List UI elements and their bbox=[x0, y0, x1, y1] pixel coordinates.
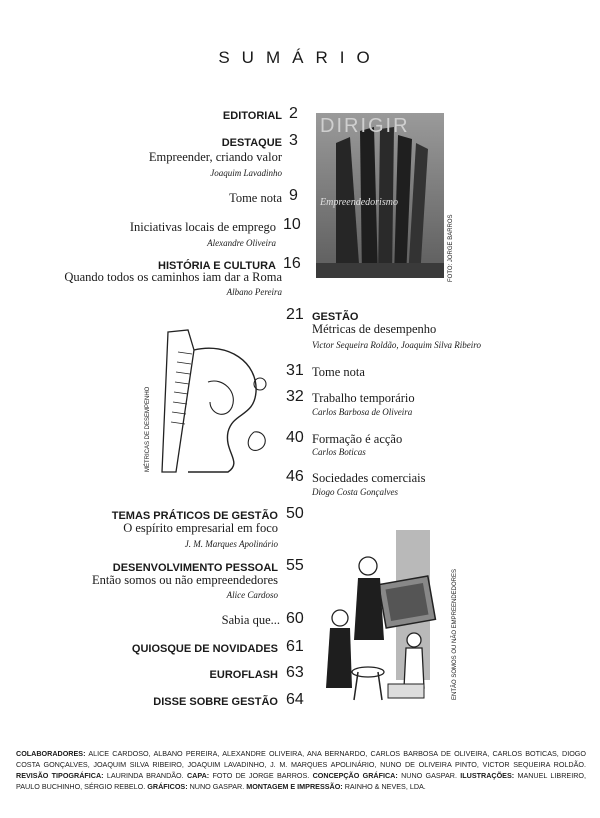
toc-page-10: 10 bbox=[283, 216, 301, 233]
empreendedores-illustration bbox=[318, 520, 448, 708]
toc-article: Sociedades comerciais bbox=[312, 471, 426, 485]
credits-label: CONCEPÇÃO GRÁFICA: bbox=[312, 771, 398, 780]
toc-article: O espírito empresarial em foco bbox=[123, 521, 278, 535]
toc-page-21: 21 bbox=[286, 306, 304, 323]
credits-text: FOTO DE JORGE BARROS. bbox=[212, 771, 310, 780]
toc-page-32: 32 bbox=[286, 388, 304, 405]
toc-author: Joaquim Lavadinho bbox=[210, 168, 282, 178]
credits-label: COLABORADORES: bbox=[16, 749, 86, 758]
empreendedores-caption: ENTÃO SOMOS OU NÃO EMPREENDEDORES bbox=[452, 568, 458, 700]
credits-label: ILUSTRAÇÕES: bbox=[460, 771, 515, 780]
toc-article: Sabia que... bbox=[221, 613, 280, 627]
credits-label: MONTAGEM E IMPRESSÃO: bbox=[246, 782, 343, 791]
toc-article: Métricas de desempenho bbox=[312, 322, 437, 336]
toc-section-desenvolvimento: DESENVOLVIMENTO PESSOAL bbox=[112, 562, 278, 574]
toc-article: Iniciativas locais de emprego bbox=[129, 220, 276, 234]
toc-page-2: 2 bbox=[289, 105, 298, 122]
toc-page-40: 40 bbox=[286, 429, 304, 446]
credits-label: REVISÃO TIPOGRÁFICA: bbox=[16, 771, 104, 780]
toc-page-9: 9 bbox=[289, 187, 298, 204]
toc-section-historia: HISTÓRIA E CULTURA bbox=[158, 260, 276, 272]
harp-drawing-icon bbox=[148, 322, 278, 482]
toc-author: Victor Sequeira Roldão, Joaquim Silva Ribeiro bbox=[312, 340, 481, 350]
toc-article: Tome nota bbox=[229, 191, 282, 205]
toc-article: Então somos ou não empreendedores bbox=[91, 573, 278, 587]
toc-article: Quando todos os caminhos iam dar a Roma bbox=[64, 270, 282, 284]
toc-page-61: 61 bbox=[286, 638, 304, 655]
cover-subtitle: Empreendedorismo bbox=[320, 197, 398, 208]
toc-page-3: 3 bbox=[289, 132, 298, 149]
toc-page-63: 63 bbox=[286, 664, 304, 681]
toc-page-60: 60 bbox=[286, 610, 304, 627]
toc-author: Alexandre Oliveira bbox=[207, 238, 276, 248]
credits-text: NUNO GASPAR. bbox=[401, 771, 457, 780]
toc-section-quiosque: QUIOSQUE DE NOVIDADES bbox=[131, 643, 278, 655]
toc-section-euroflash: EUROFLASH bbox=[209, 669, 278, 681]
metricas-illustration bbox=[148, 322, 278, 482]
toc-article: Trabalho temporário bbox=[312, 391, 415, 405]
credits-text: LAURINDA BRANDÃO. bbox=[106, 771, 184, 780]
toc-page-46: 46 bbox=[286, 468, 304, 485]
people-drawing-icon bbox=[318, 520, 448, 708]
credits-block bbox=[16, 748, 586, 792]
magazine-cover-image bbox=[316, 113, 444, 278]
toc-article: Formação é acção bbox=[312, 432, 403, 446]
toc-section-temas: TEMAS PRÁTICOS DE GESTÃO bbox=[111, 510, 278, 522]
toc-section-editorial: EDITORIAL bbox=[222, 110, 282, 122]
toc-section-destaque: DESTAQUE bbox=[221, 137, 282, 149]
toc-author: Alice Cardoso bbox=[226, 590, 278, 600]
credits-text: MANUEL LIBREIRO, PAULO BUCHINHO, SÉRGIO REBELO. bbox=[16, 771, 586, 791]
toc-section-gestao: GESTÃO bbox=[312, 311, 359, 323]
toc-author: Diogo Costa Gonçalves bbox=[312, 487, 398, 497]
cover-masthead: DIRIGIR bbox=[320, 115, 410, 137]
toc-author: Carlos Barbosa de Oliveira bbox=[312, 407, 413, 417]
toc-section-disse: DISSE SOBRE GESTÃO bbox=[153, 696, 278, 708]
credits-text: ALICE CARDOSO, ALBANO PEREIRA, ALEXANDRE OLIVEIRA, ANA BERNARDO, CARLOS BARBOSA DE OLIVEIRA, CARLOS BOTICAS, DIOGO COSTA GONÇALVES, JOAQUIM SILVA RIBEIRO, JOAQUIM LAVADINHO, J. M. MARQUES APOLINÁRIO, NUNO DE OLIVEIRA PINTO, VICTOR SEQUEIRA ROLDÃO. bbox=[16, 749, 586, 769]
toc-page-55: 55 bbox=[286, 557, 304, 574]
credits-label: GRÁFICOS: bbox=[147, 782, 188, 791]
toc-author: Carlos Boticas bbox=[312, 447, 366, 457]
toc-author: J. M. Marques Apolinário bbox=[184, 539, 278, 549]
page-title: SUMÁRIO bbox=[218, 48, 382, 67]
toc-page-31: 31 bbox=[286, 362, 304, 379]
credits-text: RAINHO & NEVES, LDA. bbox=[344, 782, 426, 791]
metricas-caption: MÉTRICAS DE DESEMPENHO bbox=[145, 386, 151, 472]
toc-author: Albano Pereira bbox=[226, 287, 282, 297]
toc-article: Tome nota bbox=[312, 365, 365, 379]
toc-page-64: 64 bbox=[286, 691, 304, 708]
credits-text: NUNO GASPAR. bbox=[189, 782, 245, 791]
toc-article: Empreender, criando valor bbox=[148, 150, 282, 164]
toc-page-50: 50 bbox=[286, 505, 304, 522]
cover-photo-credit: FOTO: JORGE BARROS bbox=[448, 214, 454, 282]
credits-label: CAPA: bbox=[186, 771, 210, 780]
toc-page-16: 16 bbox=[283, 255, 301, 272]
